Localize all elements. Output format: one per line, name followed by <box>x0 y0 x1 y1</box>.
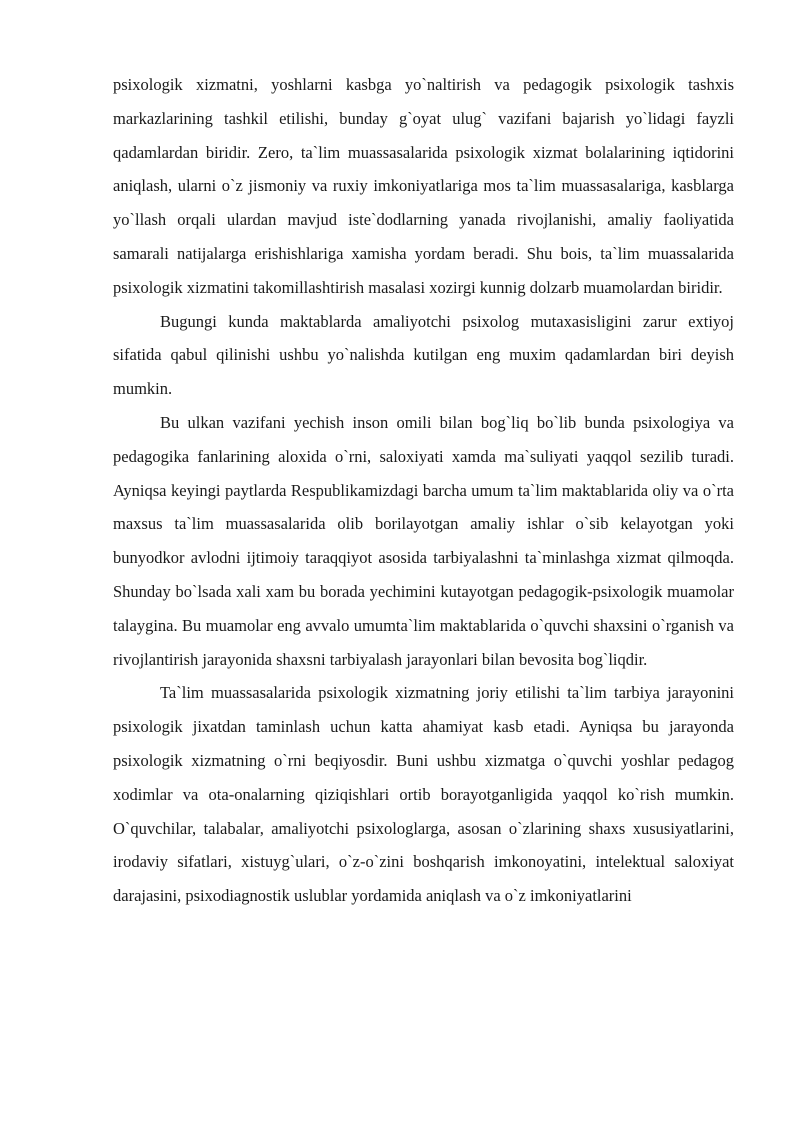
body-text <box>113 68 734 913</box>
paragraph-1: psixologik xizmatni, yoshlarni kasbga yo`naltirish va pedagogik psixologik tashxis markazlarining tashkil etilishi, bunday g`oyat ulug` vazifani bajarish yo`lidagi fayzli qadamlardan biridir. Zero, ta`lim muassasalarida psixologik xizmat bolalarining iqtidorini aniqlash, ularni o`z jismoniy va ruxiy imkoniyatlariga mos ta`lim muassasalariga, kasblarga yo`llash orqali ulardan mavjud iste`dodlarning yanada rivojlanishi, amaliy faoliyatida samarali natijalarga erishishlariga xamisha yordam beradi. Shu bois, ta`lim muassalarida psixologik xizmatini takomillashtirish masalasi xozirgi kunnig dolzarb muamolardan biridir. <box>113 75 734 297</box>
paragraph-3: Bu ulkan vazifani yechish inson omili bilan bog`liq bo`lib bunda psixologiya va pedagogika fanlarining aloxida o`rni, saloxiyati xamda ma`suliyati yaqqol sezilib turadi. Ayniqsa keyingi paytlarda Respublikamizdagi barcha umum ta`lim maktablarida oliy va o`rta maxsus ta`lim muassasalarida olib borilayotgan amaliy ishlar o`sib kelayotgan yoki bunyodkor avlodni ijtimoiy taraqqiyot asosida tarbiyalashni ta`minlashga xizmat qilmoqda. Shunday bo`lsada xali xam bu borada yechimini kutayotgan pedagogik-psixologik muamolar talaygina. Bu muamolar eng avvalo umumta`lim maktablarida o`quvchi shaxsini o`rganish va rivojlantirish jarayonida shaxsni tarbiyalash jarayonlari bilan bevosita bog`liqdir. <box>113 412 734 669</box>
paragraph-2: Bugungi kunda maktablarda amaliyotchi psixolog mutaxasisligini zarur extiyoj sifatida qabul qilinishi ushbu yo`nalishda kutilgan eng muxim qadamlardan biri deyish mumkin. <box>113 311 734 399</box>
paragraph-4: Ta`lim muassasalarida psixologik xizmatning joriy etilishi ta`lim tarbiya jarayonini psixologik jixatdan taminlash uchun katta ahamiyat kasb etadi. Ayniqsa bu jarayonda psixologik xizmatning o`rni beqiyosdir. Buni ushbu xizmatga o`quvchi yoshlar pedagog xodimlar va ota-onalarning qiziqishlari ortib borayotganligida yaqqol ko`rish mumkin. O`quvchilar, talabalar, amaliyotchi psixologlarga, asosan o`zlarining shaxs xususiyatlarini, irodaviy sifatlari, xistuyg`ulari, o`z-o`zini boshqarish imkonoyatini, intelektual saloxiyat darajasini, psixodiagnostik uslublar yordamida aniqlash va o`z imkoniyatlarini <box>113 683 734 906</box>
